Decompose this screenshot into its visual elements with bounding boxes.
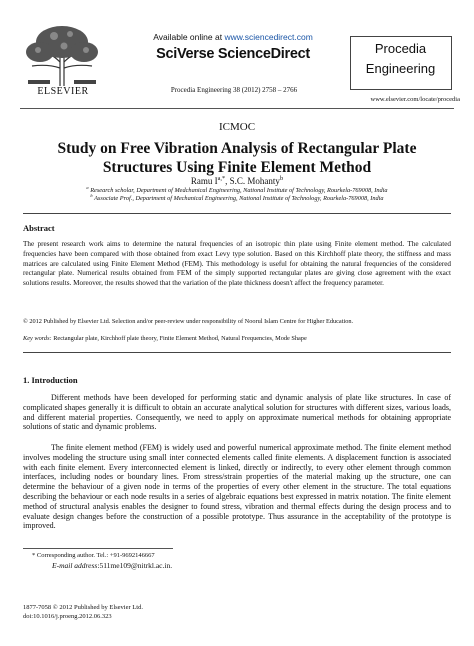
platform-name: SciVerse ScienceDirect [156,46,310,62]
introduction-heading: 1. Introduction [23,375,78,385]
introduction-paragraph-1: Different methods have been developed for performing static and dynamic analysis of plate like structures. In case of complicated shapes generally it is difficult to obtain an accurate analytical solution for structures with different sizes, various loads, and different material properties. Consequently, we need to apply on approximate numerical methods for obtaining appropriate solutions of static and dynamic problems. [23,393,451,432]
author-1: Ramu I [190,176,218,186]
email-line [52,561,172,570]
abstract-text: The present research work aims to determine the natural frequencies of an isotropic thin plate using Finite element method. The calculated frequencies have been compared with those obtained from exact Levy type solution. Based on this Kirchhoff plate theory, the stiffness and mass matrices are calculated using Finite Element Method (FEM). This methodology is useful for obtaining the natural frequencies of the considered rectangular plate. Numerical results obtained from FEM of the simply supported rectangular plates are giving close agreement with the exact solutions results. Moreover, the results showed that the variation of the plate thickness doesn't affect the frequency parameter. [23,240,451,288]
author-list [0,176,474,186]
corresponding-author-note: * Corresponding author. Tel.: +91-9692146667 [32,552,155,559]
author-separator: , [225,176,230,186]
journal-citation: Procedia Engineering 38 (2012) 2758 – 2766 [170,86,298,94]
author-2: S.C. Mohanty [229,176,280,186]
sciencedirect-link[interactable]: www.sciencedirect.com [224,32,313,42]
email-label: E-mail address [52,561,98,570]
doi-line[interactable]: doi:10.1016/j.proeng.2012.06.323 [23,613,112,620]
available-online-line [138,32,328,42]
keywords-line [23,335,451,342]
paper-title-line1: Study on Free Vibration Analysis of Rectangular Plate [57,140,417,157]
header-divider [20,108,454,109]
affiliation-a-mark: a [86,184,89,190]
journal-url-link[interactable]: www.elsevier.com/locate/procedia [370,96,460,103]
conference-name: ICMOC [218,121,256,133]
paper-title [30,139,444,177]
paper-title-line2: Structures Using Finite Element Method [102,159,372,176]
affiliation-b-text: Associate Prof., Department of Mechanical Engineering, National Institute of Technology, Rourkela-769008, India [94,195,384,202]
affiliation-b [0,192,474,202]
journal-name-line2: Engineering [365,61,436,76]
abstract-bottom-rule [23,352,451,353]
abstract-heading: Abstract [23,223,55,233]
publisher-name: ELSEVIER [37,86,89,97]
affiliation-a [0,184,474,194]
author-1-marks: a,* [217,175,226,182]
introduction-paragraph-2: The finite element method (FEM) is widely used and powerful numerical approximate method. The finite element method involves modeling the structure using small inter connected elements called finite elements. A displacement function is associated with each finite element. Every interconnected element is linked, directly or indirectly, to every other element through common interfaces, including nodes or boundary lines. From stress/strain properties of the material making up the structure, one can determine the behaviour of a given node in terms of the properties of every other element in the structure. The total equations describing the behaviour or each node results in a series of algebraic equations best expressed in matrix notation. The finite element method of structural analysis enables the designer to found stress, vibration and thermal effects during the design process and to evaluate design changes before the construction of a possible prototype. Thus assurance in the acceptability of the prototype is improved. [23,443,451,531]
keywords-label: Key words: [23,335,52,342]
abstract-top-rule [23,213,451,214]
affiliation-b-mark: b [90,192,93,198]
keywords-text: Rectangular plate, Kirchhoff plate theory, Finite Element Method, Natural Frequencies, Mode Shape [51,335,307,342]
journal-name-line1: Procedia [374,41,427,56]
footnote-divider [23,548,173,549]
author-2-marks: b [279,175,284,182]
available-online-prefix: Available online at [153,32,223,42]
email-address[interactable]: :511me109@nitrkl.ac.in. [97,561,173,570]
elsevier-tree-logo [20,22,104,88]
copyright-notice: © 2012 Published by Elsevier Ltd. Selection and/or peer-review under responsibility of Noorul Islam Centre for Higher Education. [23,318,354,325]
issn-line: 1877-7058 © 2012 Published by Elsevier Ltd. [23,604,143,611]
affiliation-a-text: Research scholar, Department of Medchanical Engineering, National Institute of Technology, Rourkela-769008, India [90,187,388,194]
